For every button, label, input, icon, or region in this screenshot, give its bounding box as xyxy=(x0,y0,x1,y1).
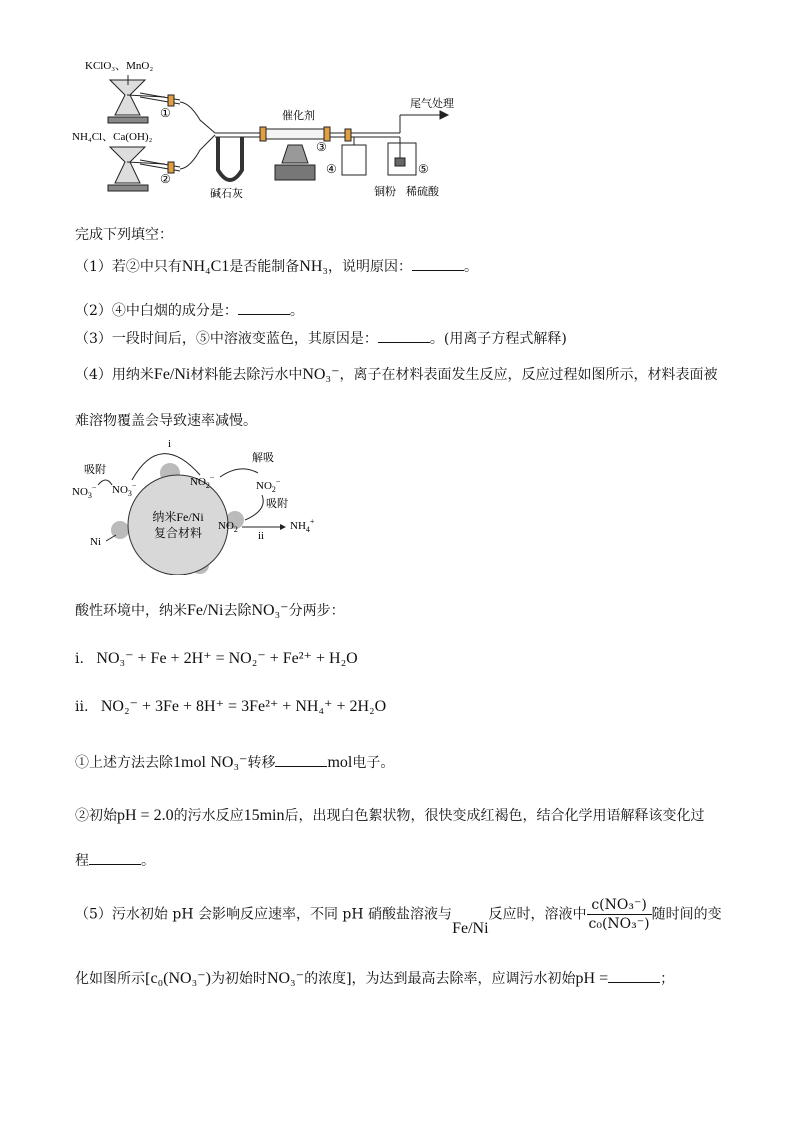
adsorb-2: 吸附 xyxy=(266,498,288,510)
question-4-line2: 难溶物覆盖会导致速率减慢。 xyxy=(75,413,257,429)
question-5-line2: 化如图所示[c₀(NO₃⁻)为初始时NO₃⁻的浓度]，为达到最高去除率，应调污水初始pH = ； xyxy=(75,970,675,987)
question-2: （2）④中白烟的成分是： 。 xyxy=(75,300,304,320)
label-3: ③ xyxy=(316,140,327,154)
question-5: （5）污水初始 pH 会影响反应速率，不同 pH 硝酸盐溶液与Fe/Ni反应时，溶液中 $\frac{\text{c(NO₃⁻)}}{\text{c₀(NO₃⁻)}}$ 随时间的变 xyxy=(75,897,722,937)
step-ii: ii xyxy=(258,530,265,542)
core-line1: 纳米Fe/Ni xyxy=(152,510,204,524)
flask-bottom xyxy=(108,147,165,191)
label-1: ① xyxy=(160,106,171,120)
mechanism-diagram xyxy=(70,435,330,575)
equation-ii: ii. NO₂⁻ + 3Fe + 8H⁺ = 3Fe²⁺ + NH₄⁺ + 2H₂O xyxy=(75,698,387,715)
answer-blank-6[interactable] xyxy=(608,968,660,983)
no3-free: $NO_3^-$ xyxy=(72,483,97,500)
acid-env-text: 酸性环境中，纳米Fe/Ni去除NO₃⁻分两步： xyxy=(75,602,345,619)
answer-blank-4[interactable] xyxy=(275,752,327,767)
catalyst-label: 催化剂 xyxy=(282,110,315,122)
apparatus-diagram xyxy=(70,55,490,205)
core-line2: 复合材料 xyxy=(153,526,203,540)
answer-blank-2[interactable] xyxy=(238,300,290,315)
no2-free: $NO_2^-$ xyxy=(256,477,281,494)
sub-question-1: ①上述方法去除1mol NO₃⁻转移 mol电子。 xyxy=(75,754,395,771)
question-3: （3）一段时间后，⑤中溶液变蓝色，其原因是： 。(用离子方程式解释) xyxy=(75,328,567,348)
sub-question-2-line2: 程 。 xyxy=(75,850,155,870)
reagent-bottom: NH₄Cl、Ca(OH)₂ xyxy=(72,131,153,143)
acid-label: 稀硫酸 xyxy=(406,186,439,198)
question-1: （1）若②中只有NH₄C1是否能制备NH₃，说明原因： 。 xyxy=(75,258,478,275)
label-5: ⑤ xyxy=(418,162,429,176)
adsorb-1: 吸附 xyxy=(84,464,106,476)
ratio-fraction: $\frac{\text{c(NO₃⁻)}}{\text{c₀(NO₃⁻)}}$ xyxy=(588,897,650,932)
answer-blank-3[interactable] xyxy=(378,328,430,343)
label-2: ② xyxy=(160,172,171,186)
nh4-product: $NH_4^+$ xyxy=(290,517,315,534)
no2-adsorbed: $NO_2^-$ xyxy=(190,473,215,490)
step-i: i xyxy=(168,438,172,450)
answer-blank-5[interactable] xyxy=(89,850,141,865)
equation-i: i. NO₃⁻ + Fe + 2H⁺ = NO₂⁻ + Fe²⁺ + H₂O xyxy=(75,650,358,667)
nano-core xyxy=(128,475,228,575)
sub-question-2: ②初始pH = 2.0的污水反应15min后，出现白色絮状物，很快变成红褐色，结合化学用语解释该变化过 xyxy=(75,807,705,824)
ni-label: Ni xyxy=(90,536,101,548)
soda-lime-label: 碱石灰 xyxy=(210,188,243,200)
tail-gas-label: 尾气处理 xyxy=(410,98,454,110)
answer-blank-1[interactable] xyxy=(412,256,464,271)
no3-adsorbed: $NO_3^-$ xyxy=(112,481,137,498)
reagent-top: KClO₃、MnO₂ xyxy=(85,60,154,72)
no2-on-surface: $NO_2$ xyxy=(218,520,238,534)
label-4: ④ xyxy=(326,162,337,176)
flask-top xyxy=(108,75,165,123)
desorb-label: 解吸 xyxy=(252,452,274,464)
question-4: （4）用纳米Fe/Ni材料能去除污水中NO₃⁻，离子在材料表面发生反应，反应过程如图所示，材料表面被 xyxy=(75,366,718,383)
copper-label: 铜粉 xyxy=(374,186,396,198)
intro-text: 完成下列填空： xyxy=(75,227,173,243)
